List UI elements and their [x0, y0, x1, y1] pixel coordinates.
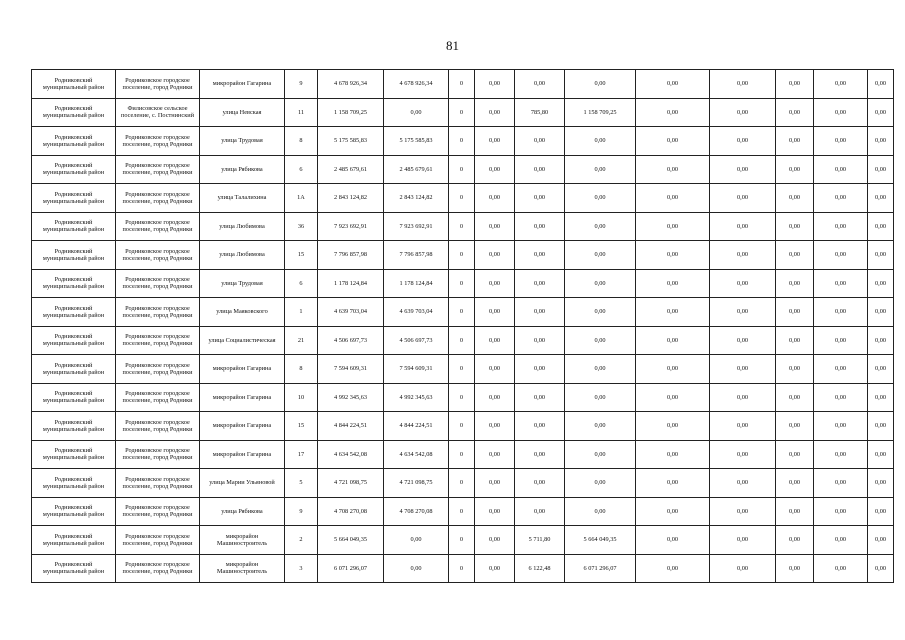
street-cell: улица Маяковского [200, 298, 285, 327]
total-cost-cell: 4 634 542,08 [318, 440, 384, 469]
district-cell: Родниковский муниципальный район [32, 526, 116, 555]
value-cell: 0 [449, 155, 475, 184]
value-cell: 0,00 [475, 127, 515, 156]
value-cell: 0,00 [868, 440, 894, 469]
value-cell: 0,00 [384, 554, 449, 583]
value-cell: 0,00 [565, 412, 636, 441]
street-cell: микрорайон Машиностроитель [200, 526, 285, 555]
value-cell: 0,00 [475, 269, 515, 298]
district-cell: Родниковский муниципальный район [32, 184, 116, 213]
value-cell: 0 [449, 554, 475, 583]
table-row [32, 241, 894, 270]
value-cell: 0,00 [515, 127, 565, 156]
value-cell: 0,00 [814, 440, 868, 469]
value-cell: 0,00 [475, 241, 515, 270]
value-cell: 0,00 [776, 526, 814, 555]
table-row [32, 70, 894, 99]
value-cell: 4 992 345,63 [384, 383, 449, 412]
value-cell: 0,00 [565, 497, 636, 526]
value-cell: 0,00 [868, 155, 894, 184]
value-cell: 0,00 [475, 355, 515, 384]
house-number-cell: 1 [285, 298, 318, 327]
value-cell: 0,00 [565, 440, 636, 469]
value-cell: 0,00 [565, 469, 636, 498]
total-cost-cell: 1 178 124,84 [318, 269, 384, 298]
street-cell: микрорайон Гагарина [200, 383, 285, 412]
value-cell: 0,00 [868, 554, 894, 583]
value-cell: 0,00 [814, 554, 868, 583]
value-cell: 0,00 [710, 554, 776, 583]
settlement-cell: Родниковское городское поселение, город Родники [116, 184, 200, 213]
value-cell: 0,00 [475, 383, 515, 412]
value-cell: 0,00 [776, 497, 814, 526]
house-number-cell: 11 [285, 98, 318, 127]
value-cell: 0,00 [636, 355, 710, 384]
value-cell: 0 [449, 184, 475, 213]
district-cell: Родниковский муниципальный район [32, 298, 116, 327]
value-cell: 0 [449, 497, 475, 526]
house-number-cell: 15 [285, 412, 318, 441]
street-cell: микрорайон Гагарина [200, 355, 285, 384]
value-cell: 0 [449, 355, 475, 384]
district-cell: Родниковский муниципальный район [32, 326, 116, 355]
street-cell: улица Марии Ульяновой [200, 469, 285, 498]
value-cell: 0,00 [710, 98, 776, 127]
house-number-cell: 6 [285, 155, 318, 184]
value-cell: 0,00 [710, 412, 776, 441]
value-cell: 4 844 224,51 [384, 412, 449, 441]
value-cell: 0,00 [814, 127, 868, 156]
value-cell: 4 506 697,73 [384, 326, 449, 355]
house-number-cell: 3 [285, 554, 318, 583]
value-cell: 7 923 692,91 [384, 212, 449, 241]
settlement-cell: Родниковское городское поселение, город Родники [116, 526, 200, 555]
value-cell: 0,00 [868, 241, 894, 270]
district-cell: Родниковский муниципальный район [32, 412, 116, 441]
page-number: 81 [446, 38, 459, 53]
district-cell: Родниковский муниципальный район [32, 440, 116, 469]
value-cell: 0,00 [515, 155, 565, 184]
house-number-cell: 1А [285, 184, 318, 213]
house-number-cell: 2 [285, 526, 318, 555]
settlement-cell: Родниковское городское поселение, город Родники [116, 440, 200, 469]
value-cell: 0,00 [814, 383, 868, 412]
value-cell: 0 [449, 269, 475, 298]
value-cell: 0,00 [636, 412, 710, 441]
value-cell: 0,00 [776, 412, 814, 441]
value-cell: 2 485 679,61 [384, 155, 449, 184]
value-cell: 0,00 [710, 155, 776, 184]
house-number-cell: 21 [285, 326, 318, 355]
value-cell: 0,00 [515, 440, 565, 469]
value-cell: 0,00 [776, 298, 814, 327]
value-cell: 5 175 585,83 [384, 127, 449, 156]
district-cell: Родниковский муниципальный район [32, 155, 116, 184]
value-cell: 0,00 [710, 469, 776, 498]
value-cell: 0,00 [776, 127, 814, 156]
value-cell: 0 [449, 440, 475, 469]
street-cell: улица Любимова [200, 241, 285, 270]
value-cell: 4 708 270,08 [384, 497, 449, 526]
value-cell: 0,00 [814, 212, 868, 241]
street-cell: улица Любимова [200, 212, 285, 241]
house-number-cell: 8 [285, 355, 318, 384]
value-cell: 0,00 [515, 298, 565, 327]
value-cell: 0,00 [814, 355, 868, 384]
value-cell: 0,00 [475, 184, 515, 213]
value-cell: 0,00 [710, 383, 776, 412]
value-cell: 0,00 [565, 269, 636, 298]
street-cell: улица Рябикова [200, 155, 285, 184]
total-cost-cell: 4 721 098,75 [318, 469, 384, 498]
value-cell: 0,00 [710, 326, 776, 355]
total-cost-cell: 7 796 857,98 [318, 241, 384, 270]
house-number-cell: 5 [285, 469, 318, 498]
house-number-cell: 36 [285, 212, 318, 241]
value-cell: 4 721 098,75 [384, 469, 449, 498]
value-cell: 0,00 [636, 98, 710, 127]
value-cell: 0,00 [384, 526, 449, 555]
value-cell: 0,00 [710, 298, 776, 327]
value-cell: 0,00 [475, 326, 515, 355]
table-row [32, 184, 894, 213]
value-cell: 0,00 [636, 269, 710, 298]
value-cell: 0 [449, 469, 475, 498]
total-cost-cell: 4 506 697,73 [318, 326, 384, 355]
house-number-cell: 10 [285, 383, 318, 412]
value-cell: 0,00 [515, 241, 565, 270]
value-cell: 0,00 [868, 98, 894, 127]
table-row [32, 412, 894, 441]
value-cell: 0,00 [776, 269, 814, 298]
district-cell: Родниковский муниципальный район [32, 269, 116, 298]
data-table [31, 69, 894, 583]
value-cell: 0,00 [515, 212, 565, 241]
value-cell: 0,00 [636, 155, 710, 184]
house-number-cell: 8 [285, 127, 318, 156]
settlement-cell: Родниковское городское поселение, город Родники [116, 155, 200, 184]
value-cell: 4 639 703,04 [384, 298, 449, 327]
value-cell: 0,00 [710, 269, 776, 298]
settlement-cell: Филисовское сельское поселение, с. Постнинский [116, 98, 200, 127]
value-cell: 5 664 049,35 [565, 526, 636, 555]
settlement-cell: Родниковское городское поселение, город Родники [116, 412, 200, 441]
value-cell: 0,00 [776, 440, 814, 469]
value-cell: 0,00 [710, 184, 776, 213]
table-row [32, 127, 894, 156]
value-cell: 0,00 [475, 98, 515, 127]
total-cost-cell: 2 485 679,61 [318, 155, 384, 184]
value-cell: 0,00 [776, 355, 814, 384]
value-cell: 0,00 [776, 326, 814, 355]
value-cell: 1 158 709,25 [565, 98, 636, 127]
street-cell: улица Социалистическая [200, 326, 285, 355]
table-row [32, 383, 894, 412]
total-cost-cell: 5 175 585,83 [318, 127, 384, 156]
value-cell: 4 634 542,08 [384, 440, 449, 469]
value-cell: 0 [449, 383, 475, 412]
value-cell: 0,00 [515, 70, 565, 99]
value-cell: 0,00 [814, 155, 868, 184]
value-cell: 0,00 [565, 241, 636, 270]
value-cell: 0,00 [868, 497, 894, 526]
value-cell: 0,00 [515, 412, 565, 441]
district-cell: Родниковский муниципальный район [32, 241, 116, 270]
house-number-cell: 6 [285, 269, 318, 298]
district-cell: Родниковский муниципальный район [32, 355, 116, 384]
district-cell: Родниковский муниципальный район [32, 212, 116, 241]
settlement-cell: Родниковское городское поселение, город Родники [116, 497, 200, 526]
value-cell: 0,00 [636, 554, 710, 583]
house-number-cell: 15 [285, 241, 318, 270]
value-cell: 0,00 [776, 155, 814, 184]
value-cell: 0,00 [776, 241, 814, 270]
district-cell: Родниковский муниципальный район [32, 554, 116, 583]
table-row [32, 98, 894, 127]
value-cell: 0,00 [515, 469, 565, 498]
value-cell: 0,00 [814, 98, 868, 127]
value-cell: 0,00 [475, 497, 515, 526]
settlement-cell: Родниковское городское поселение, город Родники [116, 355, 200, 384]
value-cell: 0,00 [515, 497, 565, 526]
value-cell: 0,00 [710, 70, 776, 99]
value-cell: 0,00 [776, 70, 814, 99]
table-row [32, 440, 894, 469]
street-cell: микрорайон Машиностроитель [200, 554, 285, 583]
value-cell: 0,00 [814, 184, 868, 213]
value-cell: 0 [449, 298, 475, 327]
total-cost-cell: 4 844 224,51 [318, 412, 384, 441]
street-cell: улица Невская [200, 98, 285, 127]
value-cell: 0,00 [710, 241, 776, 270]
value-cell: 0,00 [868, 383, 894, 412]
value-cell: 0,00 [565, 326, 636, 355]
settlement-cell: Родниковское городское поселение, город Родники [116, 212, 200, 241]
value-cell: 0,00 [776, 212, 814, 241]
table-row [32, 355, 894, 384]
value-cell: 0,00 [776, 469, 814, 498]
total-cost-cell: 4 992 345,63 [318, 383, 384, 412]
table-row [32, 526, 894, 555]
district-cell: Родниковский муниципальный район [32, 127, 116, 156]
value-cell: 0,00 [475, 469, 515, 498]
table-row [32, 155, 894, 184]
value-cell: 0,00 [710, 440, 776, 469]
value-cell: 0,00 [868, 526, 894, 555]
value-cell: 0 [449, 526, 475, 555]
value-cell: 0 [449, 98, 475, 127]
value-cell: 0,00 [814, 326, 868, 355]
value-cell: 0,00 [776, 184, 814, 213]
value-cell: 0,00 [636, 497, 710, 526]
value-cell: 0,00 [636, 440, 710, 469]
value-cell: 0,00 [515, 355, 565, 384]
value-cell: 0,00 [565, 383, 636, 412]
value-cell: 0,00 [868, 355, 894, 384]
house-number-cell: 9 [285, 497, 318, 526]
table-row [32, 554, 894, 583]
street-cell: микрорайон Гагарина [200, 70, 285, 99]
value-cell: 0,00 [636, 184, 710, 213]
value-cell: 0,00 [868, 212, 894, 241]
value-cell: 0,00 [565, 70, 636, 99]
value-cell: 0,00 [475, 526, 515, 555]
value-cell: 0,00 [868, 184, 894, 213]
value-cell: 0,00 [515, 269, 565, 298]
value-cell: 0,00 [565, 355, 636, 384]
value-cell: 0,00 [814, 70, 868, 99]
value-cell: 0,00 [710, 355, 776, 384]
street-cell: микрорайон Гагарина [200, 440, 285, 469]
value-cell: 0 [449, 326, 475, 355]
total-cost-cell: 7 923 692,91 [318, 212, 384, 241]
street-cell: микрорайон Гагарина [200, 412, 285, 441]
total-cost-cell: 4 678 926,34 [318, 70, 384, 99]
value-cell: 0,00 [814, 241, 868, 270]
table-row [32, 469, 894, 498]
street-cell: улица Талалихина [200, 184, 285, 213]
value-cell: 1 178 124,84 [384, 269, 449, 298]
value-cell: 0,00 [814, 412, 868, 441]
value-cell: 0,00 [475, 212, 515, 241]
table-row [32, 497, 894, 526]
value-cell: 0,00 [814, 298, 868, 327]
value-cell: 0,00 [636, 526, 710, 555]
value-cell: 0,00 [868, 70, 894, 99]
table-row [32, 298, 894, 327]
value-cell: 785,80 [515, 98, 565, 127]
settlement-cell: Родниковское городское поселение, город Родники [116, 383, 200, 412]
value-cell: 0,00 [636, 70, 710, 99]
value-cell: 0,00 [776, 554, 814, 583]
total-cost-cell: 5 664 049,35 [318, 526, 384, 555]
value-cell: 0,00 [710, 526, 776, 555]
table-row [32, 326, 894, 355]
value-cell: 0,00 [868, 412, 894, 441]
district-cell: Родниковский муниципальный район [32, 98, 116, 127]
value-cell: 5 711,80 [515, 526, 565, 555]
value-cell: 0,00 [814, 497, 868, 526]
value-cell: 0,00 [710, 212, 776, 241]
value-cell: 7 796 857,98 [384, 241, 449, 270]
settlement-cell: Родниковское городское поселение, город Родники [116, 326, 200, 355]
district-cell: Родниковский муниципальный район [32, 469, 116, 498]
settlement-cell: Родниковское городское поселение, город Родники [116, 554, 200, 583]
value-cell: 0,00 [868, 127, 894, 156]
value-cell: 0,00 [384, 98, 449, 127]
value-cell: 0,00 [710, 497, 776, 526]
value-cell: 0,00 [710, 127, 776, 156]
value-cell: 0,00 [475, 554, 515, 583]
value-cell: 0,00 [868, 326, 894, 355]
value-cell: 0,00 [636, 298, 710, 327]
value-cell: 0,00 [565, 127, 636, 156]
value-cell: 0,00 [565, 155, 636, 184]
value-cell: 0,00 [636, 241, 710, 270]
table-row [32, 269, 894, 298]
value-cell: 0,00 [636, 326, 710, 355]
value-cell: 0,00 [868, 469, 894, 498]
value-cell: 0,00 [776, 98, 814, 127]
table-row [32, 212, 894, 241]
value-cell: 0,00 [814, 469, 868, 498]
value-cell: 0,00 [868, 298, 894, 327]
value-cell: 7 594 609,31 [384, 355, 449, 384]
total-cost-cell: 4 639 703,04 [318, 298, 384, 327]
value-cell: 0,00 [515, 326, 565, 355]
value-cell: 0 [449, 241, 475, 270]
total-cost-cell: 1 158 709,25 [318, 98, 384, 127]
value-cell: 0,00 [515, 383, 565, 412]
value-cell: 6 122,48 [515, 554, 565, 583]
value-cell: 0,00 [814, 269, 868, 298]
district-cell: Родниковский муниципальный район [32, 497, 116, 526]
value-cell: 0,00 [565, 298, 636, 327]
house-number-cell: 9 [285, 70, 318, 99]
settlement-cell: Родниковское городское поселение, город Родники [116, 298, 200, 327]
value-cell: 0,00 [636, 383, 710, 412]
value-cell: 0 [449, 212, 475, 241]
total-cost-cell: 2 843 124,82 [318, 184, 384, 213]
value-cell: 6 071 296,07 [565, 554, 636, 583]
total-cost-cell: 6 071 296,07 [318, 554, 384, 583]
total-cost-cell: 4 708 270,08 [318, 497, 384, 526]
total-cost-cell: 7 594 609,31 [318, 355, 384, 384]
value-cell: 0,00 [868, 269, 894, 298]
value-cell: 0 [449, 127, 475, 156]
value-cell: 0,00 [565, 212, 636, 241]
settlement-cell: Родниковское городское поселение, город Родники [116, 241, 200, 270]
value-cell: 2 843 124,82 [384, 184, 449, 213]
street-cell: улица Трудовая [200, 127, 285, 156]
street-cell: улица Трудовая [200, 269, 285, 298]
value-cell: 0,00 [814, 526, 868, 555]
value-cell: 0,00 [636, 469, 710, 498]
value-cell: 0,00 [475, 440, 515, 469]
value-cell: 4 678 926,34 [384, 70, 449, 99]
value-cell: 0,00 [515, 184, 565, 213]
value-cell: 0,00 [475, 155, 515, 184]
value-cell: 0 [449, 412, 475, 441]
district-cell: Родниковский муниципальный район [32, 383, 116, 412]
settlement-cell: Родниковское городское поселение, город Родники [116, 469, 200, 498]
house-number-cell: 17 [285, 440, 318, 469]
value-cell: 0,00 [565, 184, 636, 213]
settlement-cell: Родниковское городское поселение, город Родники [116, 70, 200, 99]
district-cell: Родниковский муниципальный район [32, 70, 116, 99]
table-body [32, 70, 894, 583]
value-cell: 0 [449, 70, 475, 99]
settlement-cell: Родниковское городское поселение, город Родники [116, 269, 200, 298]
value-cell: 0,00 [636, 127, 710, 156]
settlement-cell: Родниковское городское поселение, город Родники [116, 127, 200, 156]
value-cell: 0,00 [475, 298, 515, 327]
value-cell: 0,00 [475, 70, 515, 99]
street-cell: улица Рябикова [200, 497, 285, 526]
value-cell: 0,00 [776, 383, 814, 412]
value-cell: 0,00 [475, 412, 515, 441]
value-cell: 0,00 [636, 212, 710, 241]
